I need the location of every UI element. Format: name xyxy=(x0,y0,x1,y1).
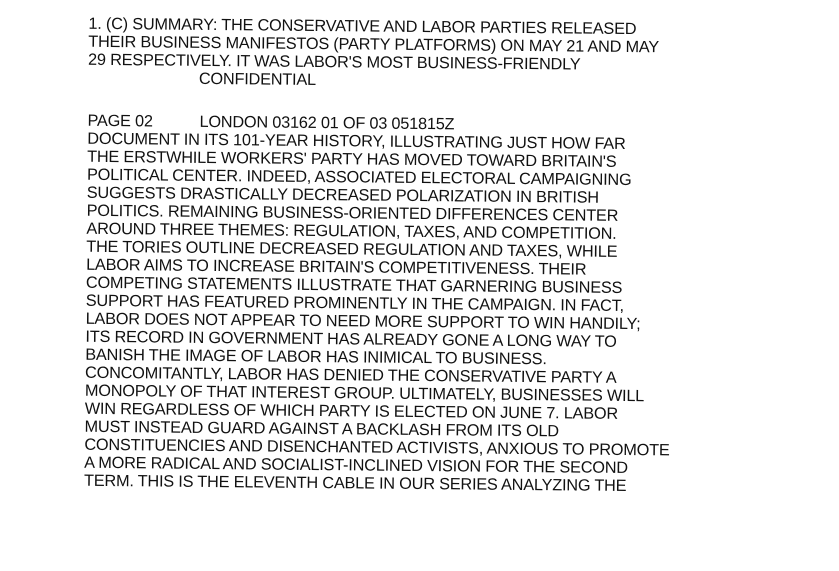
body-line-14: CONCOMITANTLY, LABOR HAS DENIED THE CONSERVATIVE PARTY A xyxy=(85,363,617,387)
body-line-4: SUGGESTS DRASTICALLY DECREASED POLARIZATION IN BRITISH xyxy=(86,183,600,207)
body-line-3: POLITICAL CENTER. INDEED, ASSOCIATED ELECTORAL CAMPAIGNING xyxy=(86,165,632,190)
body-line-16: WIN REGARDLESS OF WHICH PARTY IS ELECTED ON JUNE 7. LABOR xyxy=(84,399,619,423)
body-line-19: A MORE RADICAL AND SOCIALIST-INCLINED VISION FOR THE SECOND xyxy=(84,453,628,478)
summary-line-3: 29 RESPECTIVELY. IT WAS LABOR'S MOST BUSINESS-FRIENDLY xyxy=(88,50,581,74)
body-line-18: CONSTITUENCIES AND DISENCHANTED ACTIVISTS, ANXIOUS TO PROMOTE xyxy=(84,435,670,460)
body-line-5: POLITICS. REMAINING BUSINESS-ORIENTED DIFFERENCES CENTER xyxy=(86,201,619,225)
page-number: PAGE 02 xyxy=(87,111,153,131)
body-line-12: ITS RECORD IN GOVERNMENT HAS ALREADY GONE A LONG WAY TO xyxy=(85,327,617,351)
body-line-2: THE ERSTWHILE WORKERS' PARTY HAS MOVED TOWARD BRITAIN'S xyxy=(87,147,617,171)
body-line-6: AROUND THREE THEMES: REGULATION, TAXES, AND COMPETITION. xyxy=(86,219,617,243)
body-line-10: SUPPORT HAS FEATURED PROMINENTLY IN THE CAMPAIGN. IN FACT, xyxy=(85,291,624,315)
body-line-11: LABOR DOES NOT APPEAR TO NEED MORE SUPPORT TO WIN HANDILY; xyxy=(85,309,641,334)
body-line-20: TERM. THIS IS THE ELEVENTH CABLE IN OUR SERIES ANALYZING THE xyxy=(83,471,627,495)
summary-line-1: 1. (C) SUMMARY: THE CONSERVATIVE AND LABOR PARTIES RELEASED xyxy=(88,14,637,39)
cable-reference: LONDON 03162 01 OF 03 051815Z xyxy=(199,112,455,134)
body-line-13: BANISH THE IMAGE OF LABOR HAS INIMICAL TO BUSINESS. xyxy=(85,345,547,369)
classification-marking: CONFIDENTIAL xyxy=(198,69,317,89)
body-line-1: DOCUMENT IN ITS 101-YEAR HISTORY, ILLUSTRATING JUST HOW FAR xyxy=(87,129,626,153)
body-line-8: LABOR AIMS TO INCREASE BRITAIN'S COMPETITIVENESS. THEIR xyxy=(86,255,587,279)
body-line-7: THE TORIES OUTLINE DECREASED REGULATION AND TAXES, WHILE xyxy=(86,237,618,261)
body-line-17: MUST INSTEAD GUARD AGAINST A BACKLASH FROM ITS OLD xyxy=(84,417,559,441)
summary-line-2: THEIR BUSINESS MANIFESTOS (PARTY PLATFORMS) ON MAY 21 AND MAY xyxy=(88,32,660,57)
body-line-15: MONOPOLY OF THAT INTEREST GROUP. ULTIMATELY, BUSINESSES WILL xyxy=(84,381,645,406)
body-line-9: COMPETING STATEMENTS ILLUSTRATE THAT GARNERING BUSINESS xyxy=(85,273,623,297)
